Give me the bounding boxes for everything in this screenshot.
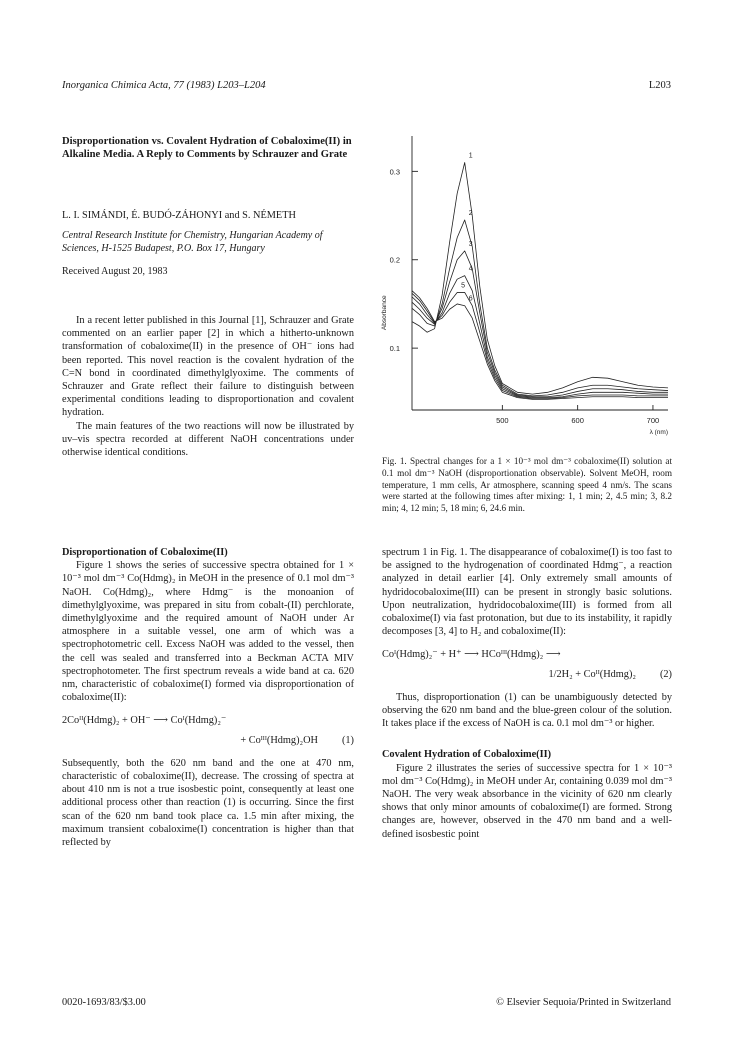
y-tick-label: 0.1 [389,344,400,354]
curve-label-5: 5 [461,282,466,290]
equation-1-line-2: + Coᴵᴵᴵ(Hdmg)₂OH [240,734,318,746]
curve-label-2: 2 [468,209,473,217]
journal-header: Inorganica Chimica Acta, 77 (1983) L203–L204 [62,80,266,91]
y-tick-label: 0.3 [389,167,400,177]
equation-1-number: (1) [341,734,354,746]
affiliation: Central Research Institute for Chemistry, Hungarian Academy of Sciences, H-1525 Budapest, P.O. Box 17, Hungary [62,230,323,254]
received-date: Received August 20, 1983 [62,266,168,277]
footer-issn: 0020-1693/83/$3.00 [62,997,146,1008]
right-paragraph-1: spectrum 1 in Fig. 1. The disappearance of cobaloxime(I) is too fast to be assigned to the hydrogenation of coordinated Hdmg⁻, a reaction analyzed in detail earlier [4]. Only extremely small amounts of hydridocobaloxime(III) can be present in strongly basic solutions. Upon neutralization, hydridocobaloxime(III) is formed from all cobaloxime(I) via fast protonation, but due to its instability, it rapidly decomposes [3, 4] to H₂ and cobaloxime(II): [382,547,672,638]
spectrum-curve-1 [412,163,668,395]
x-tick-label: 600 [571,416,584,425]
intro-paragraph-2: The main features of the two reactions will now be illustrated by uv–vis spectra recorded at different NaOH concentrations under otherwise identical conditions. [62,420,354,459]
y-axis-label: Absorbance [381,295,388,331]
equation-2-line-2: 1/2H₂ + Coᴵᴵ(Hdmg)₂ [548,668,636,680]
right-paragraph-3: Figure 2 illustrates the series of successive spectra for 1 × 10⁻³ mol dm⁻³ Co(Hdmg)₂ in MeOH under Ar, containing 0.039 mol dm⁻³ NaOH. The very weak absorbance in the vicinity of 620 nm clearly shows that only minor amounts of cobaloxime(I) are formed. Strong changes are, however, observed in the 470 nm band and a well-defined isosbestic point [382,762,672,840]
right-paragraph-2: Thus, disproportionation (1) can be unambiguously detected by observing the 620 nm band and the blue-green colour of the solution. It takes place if the excess of NaOH is ca. 0.1 mol dm⁻³ or higher. [382,691,672,730]
equation-2-line-1: Coᴵ(Hdmg)₂⁻ + H⁺ ⟶ HCoᴵᴵᴵ(Hdmg)₂ ⟶ [382,649,561,661]
intro-text [62,314,354,459]
chart-axes [390,136,668,425]
spectrum-curve-4 [412,276,668,398]
intro-paragraph-1: In a recent letter published in this Journal [1], Schrauzer and Grate commented on an earlier paper [2] in which a hitherto-unknown transformation of cobaloxime(II) in the presence of OH⁻ ions had been reported. This novel reaction is the covalent hydration of the C=N bond in coordinated dimethylglyoxime. The comments of Schrauzer and Grate reflect their failure to distinguish between experimental conditions leading to disproportionation and covalent hydration. [62,315,354,419]
section-heading-1: Disproportionation of Cobaloxime(II) [62,547,228,558]
right-column [382,546,672,841]
footer-publisher: © Elsevier Sequoia/Printed in Switzerland [496,997,671,1008]
y-tick-label: 0.2 [389,255,400,265]
x-tick-label: 700 [646,416,660,425]
section1-paragraph-1: Figure 1 shows the series of successive spectra obtained for 1 × 10⁻³ mol dm⁻³ Co(Hdmg)₂ in MeOH in the presence of 0.1 mol dm⁻³ NaOH. Co(Hdmg)₂, where Hdmg⁻ is the monoanion of dimethylglyoxime, was prepared in situ from cobalt-(II) perchlorate, dimethylglyoxime and the required amount of NaOH under Ar atmosphere in a suitable vessel, one arm of which was a spectrophotometric cell. Excess NaOH was added to the vessel, then the cell was sealed and transferred into a Beckman ACTA MIV spectrophotometer. The first spectrum reveals a wide band at ca. 620 nm, characteristic of cobaloxime(I) formed via disproportionation of cobaloxime(II): [62,560,354,704]
figure-1-caption: Fig. 1. Spectral changes for a 1 × 10⁻³ mol dm⁻³ cobaloxime(II) solution at 0.1 mol dm⁻³ NaOH (disproportionation observable). Solvent MeOH, room temperature, 1 mm cells, Ar atmosphere, scanning speed 4 nm/s. The scans were started at the following times after mixing: 1, 1 min; 2, 4.5 min; 3, 8.2 min; 4, 12 min; 5, 18 min; 6, 24.6 min. [382,456,672,514]
curve-label-3: 3 [468,240,473,248]
equation-2-number: (2) [659,668,672,680]
curve-label-6: 6 [468,295,473,303]
page-number: L203 [648,80,671,91]
equation-1 [62,714,354,746]
curve-label-1: 1 [468,152,473,160]
section-heading-2: Covalent Hydration of Cobaloxime(II) [382,749,552,761]
equation-2 [382,648,672,680]
x-axis-label: λ (nm) [649,429,668,436]
spectrum-curve-3 [412,251,668,397]
chart-curves [412,163,668,400]
section1-paragraph-2: Subsequently, both the 620 nm band and the one at 470 nm, characteristic of cobaloxime(II), decrease. The crossing of spectra at about 410 nm is not a true isosbestic point, consequently at least one additional process other than reaction (1) is occurring. Since the first scan of the 620 nm band took place ca. 1.5 min after mixing, the maximum transient cobaloxime(I) concentration is higher than that reflected by [62,757,354,849]
figure-1-chart [368,128,680,453]
x-tick-label: 500 [496,416,509,425]
curve-label-4: 4 [468,265,473,273]
paper-title: Disproportionation vs. Covalent Hydration of Cobaloxime(II) in Alkaline Media. A Reply to Comments by Schrauzer and Grate [62,136,352,161]
authors: L. I. SIMÁNDI, É. BUDÓ-ZÁHONYI and S. NÉMETH [62,210,296,221]
section-disproportionation [62,546,354,849]
spectrum-curve-2 [412,220,668,396]
equation-1-line-1: 2Coᴵᴵ(Hdmg)₂ + OH⁻ ⟶ Coᴵ(Hdmg)₂⁻ [62,715,227,727]
